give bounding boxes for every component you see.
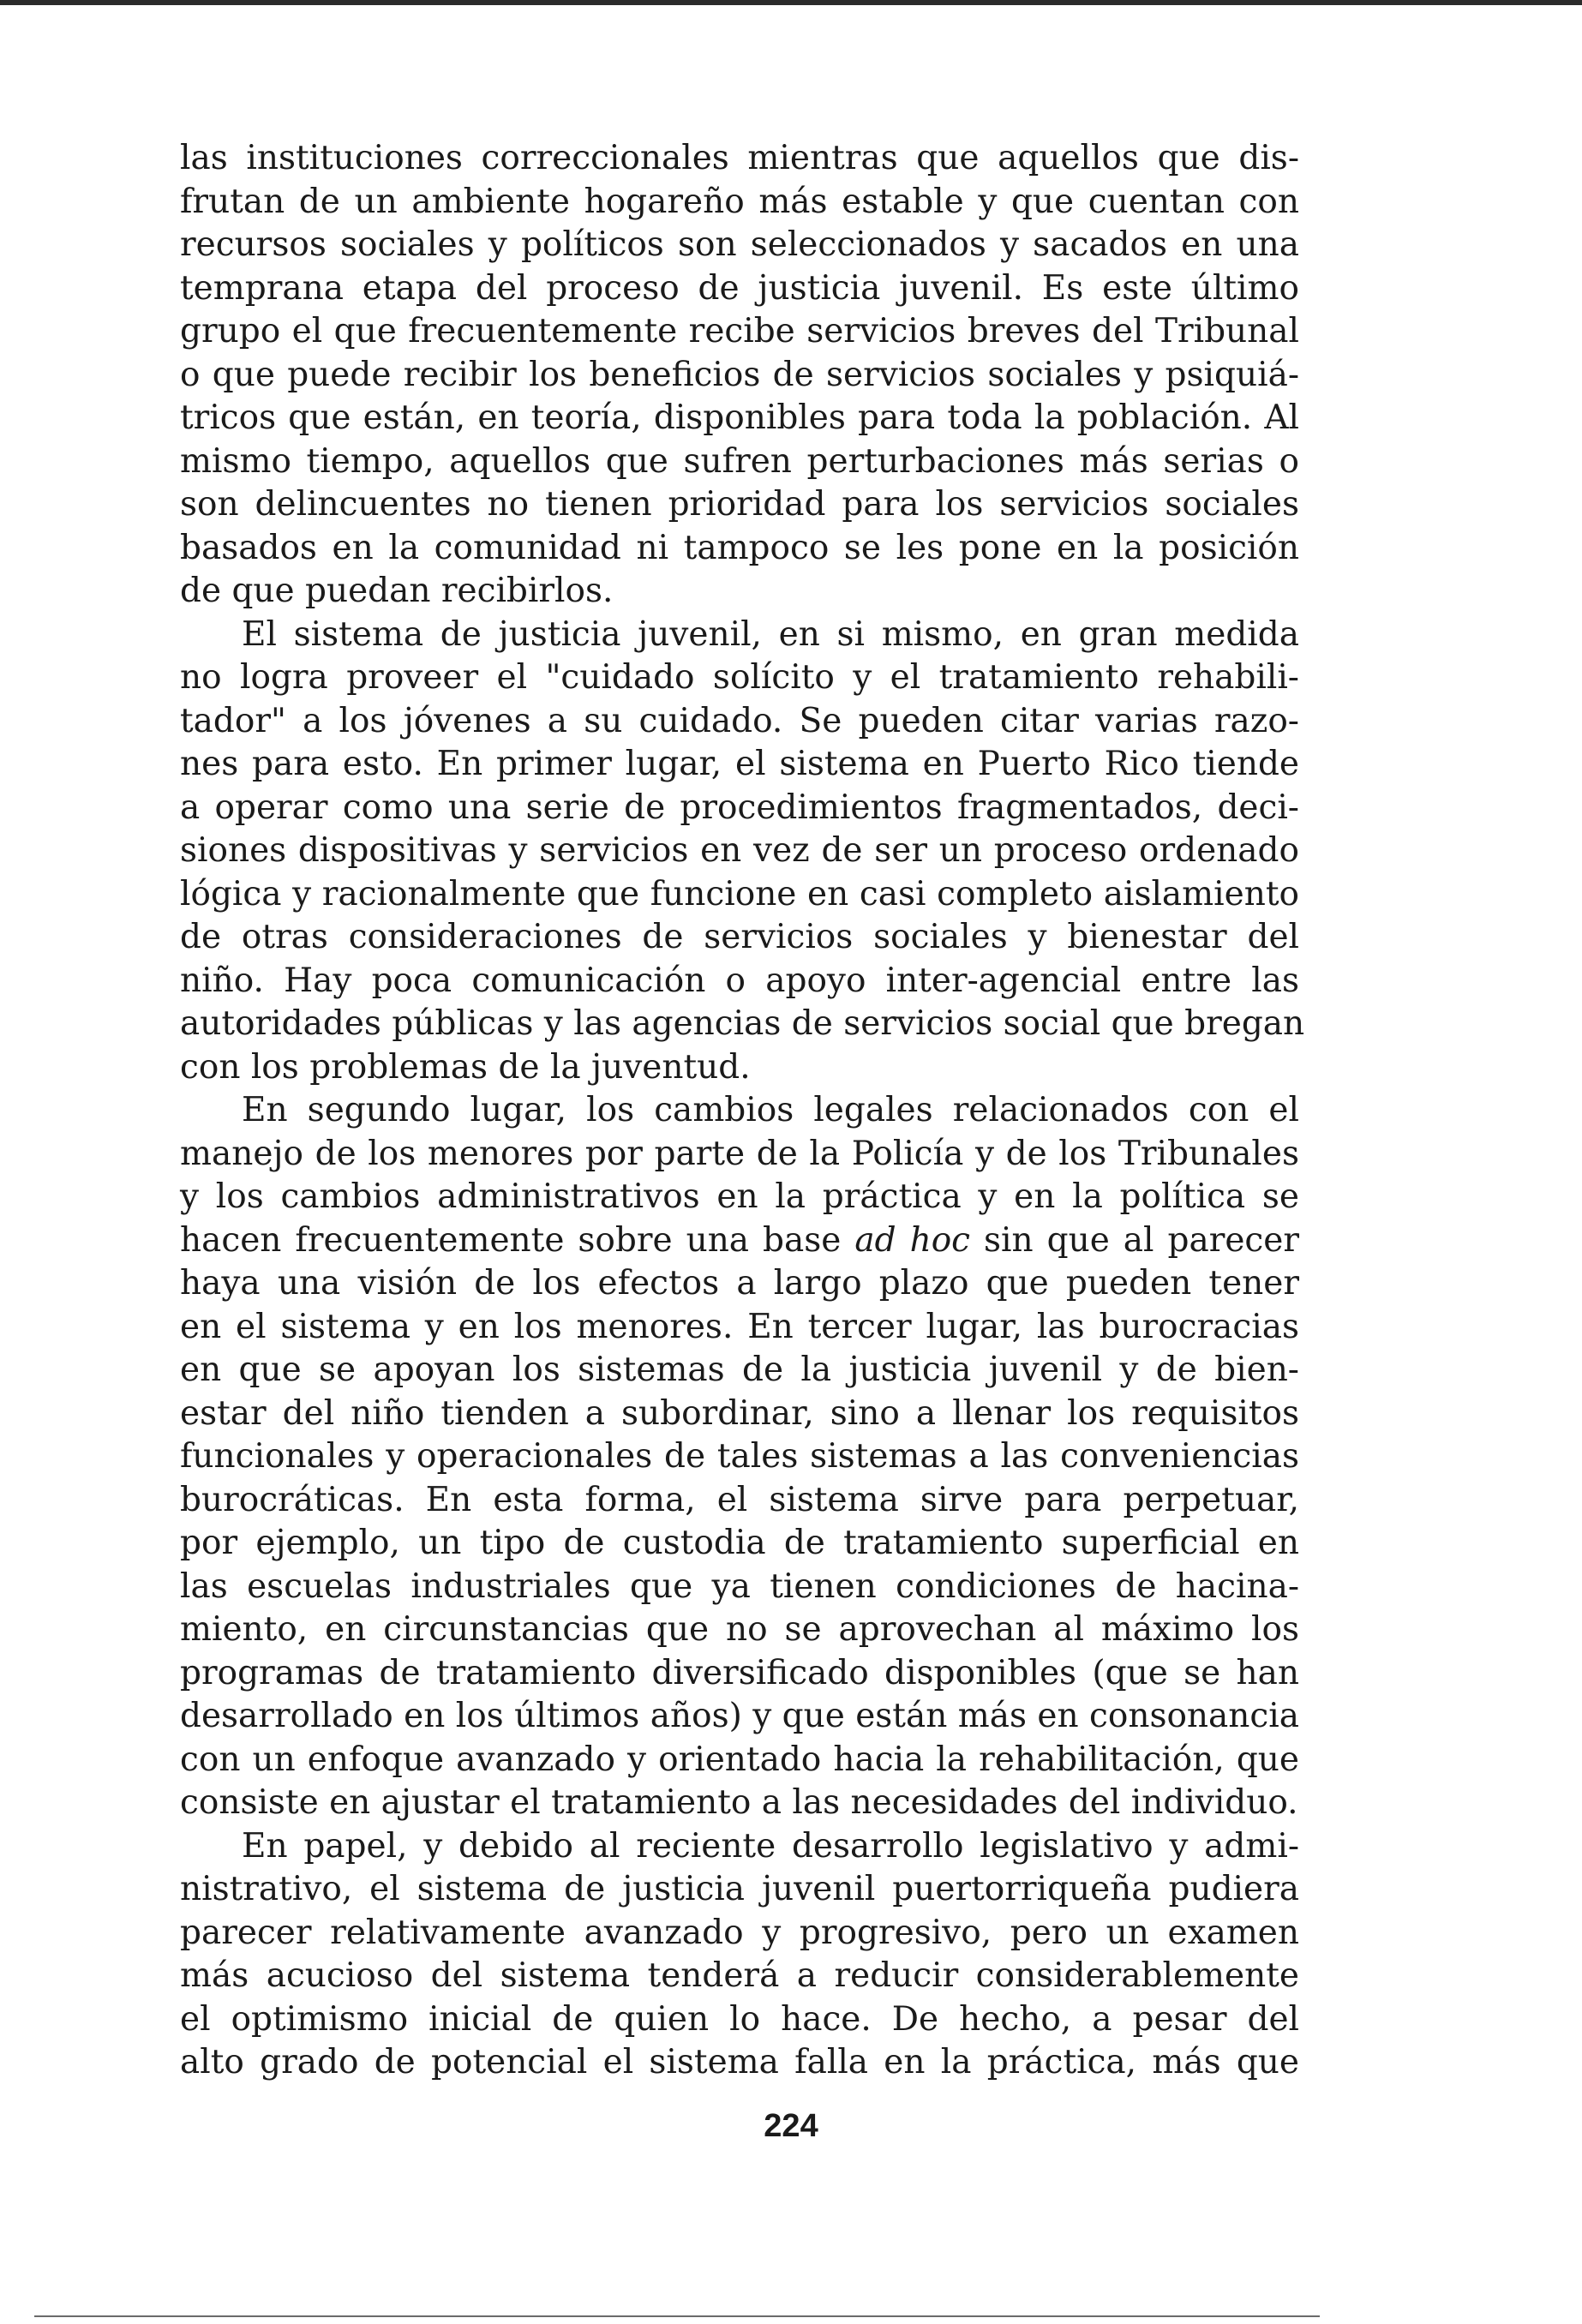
text-line: las instituciones correccionales mientras que aquellos que dis- xyxy=(180,139,1299,177)
text-line: grupo el que frecuentemente recibe servicios breves del Tribunal xyxy=(180,312,1299,350)
text-line: de otras consideraciones de servicios sociales y bienestar del xyxy=(180,918,1299,956)
text-line: programas de tratamiento diversificado disponibles (que se han xyxy=(180,1653,1299,1692)
text-line: más acucioso del sistema tenderá a reducir considerablemente xyxy=(180,1956,1299,1995)
text-line: por ejemplo, un tipo de custodia de tratamiento superficial en xyxy=(180,1524,1299,1562)
text-line: hacen frecuentemente sobre una base ad hoc sin que al parecer xyxy=(180,1220,1299,1260)
text-line: mismo tiempo, aquellos que sufren perturbaciones más serias o xyxy=(180,441,1299,481)
text-line: nes para esto. En primer lugar, el sistema en Puerto Rico tiende xyxy=(180,745,1299,783)
text-line: miento, en circunstancias que no se aprovechan al máximo los xyxy=(180,1610,1299,1649)
text-line: tador" a los jóvenes a su cuidado. Se pueden citar varias razo- xyxy=(180,701,1299,740)
text-line: autoridades públicas y las agencias de servicios social que bregan xyxy=(180,1004,1305,1043)
text-line: nistrativo, el sistema de justicia juvenil puertorriqueña pudiera xyxy=(180,1870,1299,1908)
text-line: las escuelas industriales que ya tienen condiciones de hacina- xyxy=(180,1566,1299,1606)
text-line: en que se apoyan los sistemas de la justicia juvenil y de bien- xyxy=(180,1351,1299,1389)
text-line: El sistema de justicia juvenil, en si mismo, en gran medida xyxy=(242,614,1299,654)
bottom-edge-rule xyxy=(34,2315,1320,2317)
text-line: con los problemas de la juventud. xyxy=(180,1047,751,1087)
text-line: En papel, y debido al reciente desarrollo legislativo y admi- xyxy=(242,1826,1299,1866)
text-line: tricos que están, en teoría, disponibles para toda la población. Al xyxy=(180,398,1299,437)
text-line: niño. Hay poca comunicación o apoyo inter-agencial entre las xyxy=(180,961,1299,1000)
text-line: frutan de un ambiente hogareño más estable y que cuentan con xyxy=(180,182,1299,221)
text-line: siones dispositivas y servicios en vez de ser un proceso ordenado xyxy=(180,831,1299,870)
text-line: En segundo lugar, los cambios legales relacionados con el xyxy=(242,1091,1299,1129)
body-text xyxy=(180,137,1305,2085)
text-line: recursos sociales y políticos son seleccionados y sacados en una xyxy=(180,225,1299,264)
page-number: 224 xyxy=(764,2108,818,2144)
text-line: el optimismo inicial de quien lo hace. De hecho, a pesar del xyxy=(180,1999,1299,2039)
text-line: basados en la comunidad ni tampoco se les pone en la posición xyxy=(180,528,1299,567)
top-edge-rule xyxy=(0,0,1582,5)
text-line: burocráticas. En esta forma, el sistema sirve para perpetuar, xyxy=(180,1480,1299,1519)
text-line: y los cambios administrativos en la práctica y en la política se xyxy=(180,1177,1299,1216)
text-line: desarrollado en los últimos años) y que están más en consonancia xyxy=(180,1697,1299,1735)
text-line: funcionales y operacionales de tales sistemas a las conveniencias xyxy=(180,1437,1299,1476)
text-line: son delincuentes no tienen prioridad para los servicios sociales xyxy=(180,485,1299,524)
text-line: temprana etapa del proceso de justicia juvenil. Es este último xyxy=(180,268,1299,308)
text-line: manejo de los menores por parte de la Policía y de los Tribunales xyxy=(180,1134,1299,1173)
text-line: consiste en ajustar el tratamiento a las necesidades del individuo. xyxy=(180,1783,1298,1822)
text-line: no logra proveer el "cuidado solícito y el tratamiento rehabili- xyxy=(180,658,1299,697)
text-line: estar del niño tienden a subordinar, sino a llenar los requisitos xyxy=(180,1393,1299,1433)
text-line: de que puedan recibirlos. xyxy=(180,572,614,610)
text-line: a operar como una serie de procedimientos fragmentados, deci- xyxy=(180,788,1299,827)
text-line: o que puede recibir los beneficios de servicios sociales y psiquiá- xyxy=(180,355,1299,394)
page-body xyxy=(180,137,1305,2085)
text-line: haya una visión de los efectos a largo plazo que pueden tener xyxy=(180,1264,1299,1303)
text-line: con un enfoque avanzado y orientado hacia la rehabilitación, que xyxy=(180,1740,1299,1779)
text-line: en el sistema y en los menores. En tercer lugar, las burocracias xyxy=(180,1307,1299,1346)
text-line: alto grado de potencial el sistema falla en la práctica, más que xyxy=(180,2043,1299,2081)
text-line: lógica y racionalmente que funcione en casi completo aislamiento xyxy=(180,874,1299,913)
text-line: parecer relativamente avanzado y progresivo, pero un examen xyxy=(180,1913,1299,1952)
